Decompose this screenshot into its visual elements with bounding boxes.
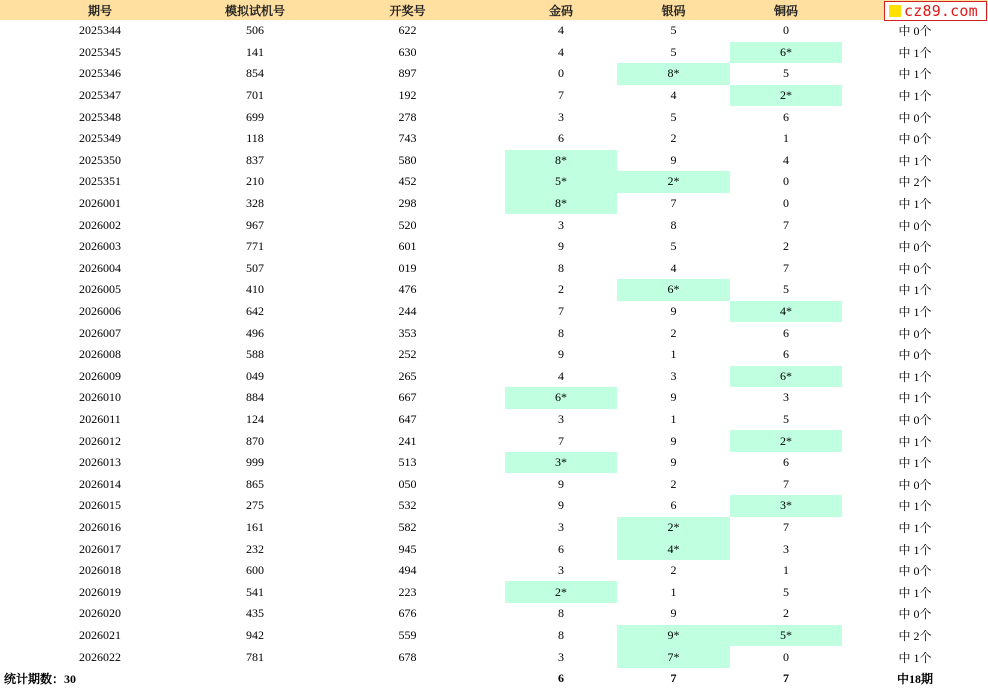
- cell-issue: 2025348: [79, 109, 121, 124]
- cell-silver: 1: [670, 411, 677, 426]
- cell-result: 中 1个: [898, 67, 932, 82]
- cell-gold: 8: [558, 325, 564, 340]
- cell-draw: 678: [398, 649, 417, 664]
- cell-sim: 541: [246, 584, 264, 599]
- cell-issue: 2025347: [79, 88, 121, 103]
- cell-gold: 7: [558, 88, 564, 103]
- summary-label: 统计期数：30: [4, 672, 77, 687]
- cell-gold: 5*: [505, 171, 617, 193]
- cell-gold: 3: [558, 563, 564, 578]
- col-issue-header: 期号: [0, 0, 200, 20]
- cell-sim: 865: [246, 476, 264, 491]
- cell-sim: 124: [246, 411, 264, 426]
- cell-issue: 2025344: [79, 23, 121, 38]
- cell-silver: 2: [670, 131, 677, 146]
- cell-draw: 559: [398, 627, 417, 642]
- cell-gold: 3*: [505, 452, 617, 474]
- cell-silver: 4*: [617, 538, 730, 560]
- cell-draw: 298: [398, 196, 417, 211]
- cell-gold: 9: [558, 498, 564, 513]
- cell-silver: 3: [670, 368, 677, 383]
- table-row: [0, 430, 988, 452]
- cell-issue: 2026006: [79, 304, 121, 319]
- cell-issue: 2026019: [79, 584, 121, 599]
- cell-copper: 6: [783, 109, 789, 124]
- cell-issue: 2026021: [79, 627, 121, 642]
- cell-silver: 4: [670, 260, 677, 275]
- col-gold-header: 金码: [505, 0, 617, 20]
- table-row: [0, 171, 988, 193]
- site-logo[interactable]: [884, 1, 987, 21]
- cell-issue: 2026016: [79, 519, 121, 534]
- cell-result: 中 2个: [898, 175, 932, 190]
- cell-sim: 967: [246, 217, 264, 232]
- cell-silver: 5: [670, 23, 677, 38]
- cell-silver: 7*: [617, 646, 730, 668]
- cell-copper: 0: [783, 174, 789, 189]
- cell-gold: 3: [558, 519, 564, 534]
- cell-sim: 588: [246, 347, 264, 362]
- cell-sim: 870: [246, 433, 264, 448]
- table-row: [0, 473, 988, 495]
- cell-issue: 2026004: [79, 260, 121, 275]
- cell-sim: 118: [246, 131, 264, 146]
- cell-copper: 7: [783, 476, 789, 491]
- table-row: [0, 193, 988, 215]
- cell-copper: 5: [783, 282, 789, 297]
- cell-result: 中 1个: [898, 283, 932, 298]
- summary-gold: 6: [558, 671, 564, 686]
- cell-draw: 580: [398, 152, 417, 167]
- cell-gold: 8: [558, 260, 564, 275]
- cell-result: 中 0个: [898, 607, 932, 622]
- cell-sim: 884: [246, 390, 264, 405]
- cell-silver: 2: [670, 325, 677, 340]
- table-row: [0, 279, 988, 301]
- cell-issue: 2026013: [79, 455, 121, 470]
- cell-draw: 244: [398, 304, 417, 319]
- cell-silver: 8*: [617, 63, 730, 85]
- cell-gold: 3: [558, 411, 564, 426]
- cell-copper: 6*: [730, 42, 842, 64]
- cell-copper: 6*: [730, 366, 842, 388]
- table-row: [0, 128, 988, 150]
- cell-sim: 141: [246, 44, 264, 59]
- cell-draw: 353: [398, 325, 417, 340]
- cell-sim: 506: [246, 23, 264, 38]
- cell-result: 中 1个: [898, 45, 932, 60]
- logo-text: cz89.com: [904, 2, 978, 20]
- cell-draw: 622: [398, 23, 417, 38]
- cell-result: 中 1个: [898, 456, 932, 471]
- cell-copper: 5: [783, 411, 789, 426]
- cell-sim: 781: [246, 649, 264, 664]
- table-row: [0, 258, 988, 280]
- cell-sim: 771: [246, 239, 264, 254]
- cell-sim: 049: [246, 368, 264, 383]
- cell-silver: 2*: [617, 517, 730, 539]
- cell-silver: 5: [670, 44, 677, 59]
- summary-silver: 7: [670, 671, 677, 686]
- cell-sim: 942: [246, 627, 264, 642]
- cell-copper: 1: [783, 563, 789, 578]
- cell-silver: 6: [670, 498, 677, 513]
- cell-gold: 6: [558, 131, 564, 146]
- table-row: [0, 560, 988, 582]
- cell-copper: 2: [783, 239, 789, 254]
- logo-square-icon: [889, 5, 901, 17]
- cell-copper: 1: [783, 131, 789, 146]
- cell-draw: 743: [398, 131, 417, 146]
- cell-issue: 2026009: [79, 368, 121, 383]
- table-row: [0, 20, 988, 42]
- cell-copper: 2*: [730, 430, 842, 452]
- cell-copper: 0: [783, 196, 789, 211]
- cell-draw: 676: [398, 606, 417, 621]
- cell-draw: 513: [398, 455, 417, 470]
- cell-gold: 8*: [505, 150, 617, 172]
- cell-silver: 9*: [617, 625, 730, 647]
- cell-result: 中 0个: [898, 110, 932, 125]
- cell-gold: 7: [558, 433, 564, 448]
- cell-issue: 2025350: [79, 152, 121, 167]
- cell-result: 中 1个: [898, 585, 932, 600]
- table-row: [0, 344, 988, 366]
- cell-sim: 507: [246, 260, 264, 275]
- cell-gold: 3: [558, 649, 564, 664]
- cell-silver: 8: [670, 217, 677, 232]
- cell-gold: 6: [558, 541, 564, 556]
- col-copper-header: 铜码: [730, 0, 842, 20]
- cell-sim: 410: [246, 282, 264, 297]
- cell-draw: 647: [398, 411, 417, 426]
- cell-gold: 2*: [505, 581, 617, 603]
- cell-silver: 7: [670, 196, 677, 211]
- header-row: [0, 0, 988, 20]
- cell-copper: 5: [783, 66, 789, 81]
- cell-silver: 9: [670, 455, 677, 470]
- cell-result: 中 0个: [898, 564, 932, 579]
- cell-result: 中 1个: [898, 153, 932, 168]
- cell-sim: 435: [246, 606, 264, 621]
- cell-issue: 2025351: [79, 174, 121, 189]
- cell-draw: 494: [398, 563, 417, 578]
- cell-silver: 9: [670, 152, 677, 167]
- cell-result: 中 1个: [898, 369, 932, 384]
- cell-result: 中 1个: [898, 89, 932, 104]
- cell-sim: 232: [246, 541, 264, 556]
- table-row: [0, 214, 988, 236]
- cell-silver: 6*: [617, 279, 730, 301]
- table-row: [0, 150, 988, 172]
- table-row: [0, 42, 988, 64]
- cell-result: 中 1个: [898, 542, 932, 557]
- cell-gold: 4: [558, 368, 564, 383]
- cell-silver: 2: [670, 476, 677, 491]
- cell-issue: 2026010: [79, 390, 121, 405]
- cell-issue: 2025345: [79, 44, 121, 59]
- cell-silver: 1: [670, 584, 677, 599]
- table-row: [0, 85, 988, 107]
- cell-sim: 161: [246, 519, 264, 534]
- cell-issue: 2026018: [79, 563, 121, 578]
- cell-draw: 265: [398, 368, 417, 383]
- cell-sim: 701: [246, 88, 264, 103]
- cell-sim: 642: [246, 304, 264, 319]
- cell-issue: 2026015: [79, 498, 121, 513]
- cell-result: 中 0个: [898, 261, 932, 276]
- cell-issue: 2026014: [79, 476, 121, 491]
- table-row: [0, 301, 988, 323]
- col-silver-header: 银码: [617, 0, 730, 20]
- cell-silver: 4: [670, 88, 677, 103]
- cell-sim: 600: [246, 563, 264, 578]
- cell-sim: 328: [246, 196, 264, 211]
- cell-issue: 2026012: [79, 433, 121, 448]
- cell-copper: 5: [783, 584, 789, 599]
- col-sim-header: 模拟试机号: [200, 0, 310, 20]
- cell-copper: 3: [783, 390, 789, 405]
- cell-draw: 630: [398, 44, 417, 59]
- table-body: [0, 20, 988, 668]
- cell-result: 中 1个: [898, 197, 932, 212]
- cell-gold: 4: [558, 44, 564, 59]
- cell-result: 中 0个: [898, 240, 932, 255]
- cell-sim: 210: [246, 174, 264, 189]
- cell-copper: 6: [783, 325, 789, 340]
- cell-issue: 2026008: [79, 347, 121, 362]
- table-row: [0, 236, 988, 258]
- cell-result: 中 0个: [898, 326, 932, 341]
- cell-issue: 2026011: [79, 411, 121, 426]
- cell-result: 中 0个: [898, 348, 932, 363]
- col-draw-header: 开奖号: [310, 0, 505, 20]
- cell-result: 中 0个: [898, 477, 932, 492]
- cell-gold: 9: [558, 239, 564, 254]
- cell-sim: 837: [246, 152, 264, 167]
- table-row: [0, 409, 988, 431]
- table-row: [0, 387, 988, 409]
- table-row: [0, 495, 988, 517]
- cell-silver: 9: [670, 390, 677, 405]
- cell-draw: 532: [398, 498, 417, 513]
- summary-copper: 7: [783, 671, 789, 686]
- cell-draw: 601: [398, 239, 417, 254]
- table-row: [0, 603, 988, 625]
- cell-copper: 4: [783, 152, 789, 167]
- cell-silver: 1: [670, 347, 677, 362]
- table-row: [0, 63, 988, 85]
- cell-gold: 8*: [505, 193, 617, 215]
- cell-draw: 223: [398, 584, 417, 599]
- cell-copper: 7: [783, 217, 789, 232]
- cell-copper: 5*: [730, 625, 842, 647]
- cell-gold: 0: [558, 66, 564, 81]
- table-row: [0, 538, 988, 560]
- cell-copper: 3*: [730, 495, 842, 517]
- table-row: [0, 581, 988, 603]
- cell-sim: 699: [246, 109, 264, 124]
- cell-copper: 6: [783, 347, 789, 362]
- table-row: [0, 646, 988, 668]
- cell-result: 中 1个: [898, 434, 932, 449]
- cell-gold: 9: [558, 476, 564, 491]
- cell-silver: 5: [670, 109, 677, 124]
- table-row: [0, 322, 988, 344]
- cell-silver: 9: [670, 433, 677, 448]
- cell-result: 中 0个: [898, 24, 932, 39]
- cell-gold: 2: [558, 282, 564, 297]
- cell-result: 中 1个: [898, 499, 932, 514]
- cell-issue: 2026017: [79, 541, 121, 556]
- cell-result: 中 0个: [898, 412, 932, 427]
- cell-result: 中 1个: [898, 305, 932, 320]
- cell-draw: 582: [398, 519, 417, 534]
- cell-issue: 2026020: [79, 606, 121, 621]
- cell-draw: 019: [398, 260, 417, 275]
- cell-draw: 476: [398, 282, 417, 297]
- cell-copper: 2: [783, 606, 789, 621]
- cell-gold: 3: [558, 109, 564, 124]
- cell-gold: 7: [558, 304, 564, 319]
- cell-copper: 2*: [730, 85, 842, 107]
- cell-draw: 050: [398, 476, 417, 491]
- cell-sim: 275: [246, 498, 264, 513]
- cell-silver: 2: [670, 563, 677, 578]
- cell-issue: 2026007: [79, 325, 121, 340]
- cell-draw: 897: [398, 66, 417, 81]
- cell-silver: 9: [670, 304, 677, 319]
- cell-draw: 452: [398, 174, 417, 189]
- cell-gold: 4: [558, 23, 564, 38]
- cell-copper: 7: [783, 519, 789, 534]
- cell-result: 中 2个: [898, 628, 932, 643]
- cell-result: 中 1个: [898, 391, 932, 406]
- cell-result: 中 1个: [898, 520, 932, 535]
- cell-draw: 945: [398, 541, 417, 556]
- cell-draw: 192: [398, 88, 417, 103]
- summary-result: 中18期: [896, 672, 933, 687]
- cell-sim: 854: [246, 66, 264, 81]
- cell-copper: 7: [783, 260, 789, 275]
- cell-issue: 2025346: [79, 66, 121, 81]
- cell-draw: 278: [398, 109, 417, 124]
- cell-result: 中 1个: [898, 650, 932, 665]
- cell-copper: 0: [783, 649, 789, 664]
- cell-silver: 9: [670, 606, 677, 621]
- cell-issue: 2026005: [79, 282, 121, 297]
- table-row: [0, 452, 988, 474]
- cell-gold: 9: [558, 347, 564, 362]
- cell-result: 中 0个: [898, 218, 932, 233]
- cell-issue: 2025349: [79, 131, 121, 146]
- cell-draw: 252: [398, 347, 417, 362]
- cell-copper: 4*: [730, 301, 842, 323]
- table-row: [0, 366, 988, 388]
- cell-gold: 8: [558, 606, 564, 621]
- cell-silver: 5: [670, 239, 677, 254]
- cell-copper: 0: [783, 23, 789, 38]
- cell-issue: 2026002: [79, 217, 121, 232]
- cell-gold: 6*: [505, 387, 617, 409]
- cell-issue: 2026022: [79, 649, 121, 664]
- cell-copper: 6: [783, 455, 789, 470]
- table-row: [0, 517, 988, 539]
- cell-result: 中 0个: [898, 132, 932, 147]
- cell-silver: 2*: [617, 171, 730, 193]
- cell-draw: 241: [398, 433, 417, 448]
- cell-copper: 3: [783, 541, 789, 556]
- cell-sim: 496: [246, 325, 264, 340]
- cell-gold: 8: [558, 627, 564, 642]
- cell-sim: 999: [246, 455, 264, 470]
- table-row: [0, 625, 988, 647]
- cell-draw: 520: [398, 217, 417, 232]
- cell-issue: 2026003: [79, 239, 121, 254]
- cell-gold: 3: [558, 217, 564, 232]
- cell-issue: 2026001: [79, 196, 121, 211]
- table-row: [0, 106, 988, 128]
- cell-draw: 667: [398, 390, 417, 405]
